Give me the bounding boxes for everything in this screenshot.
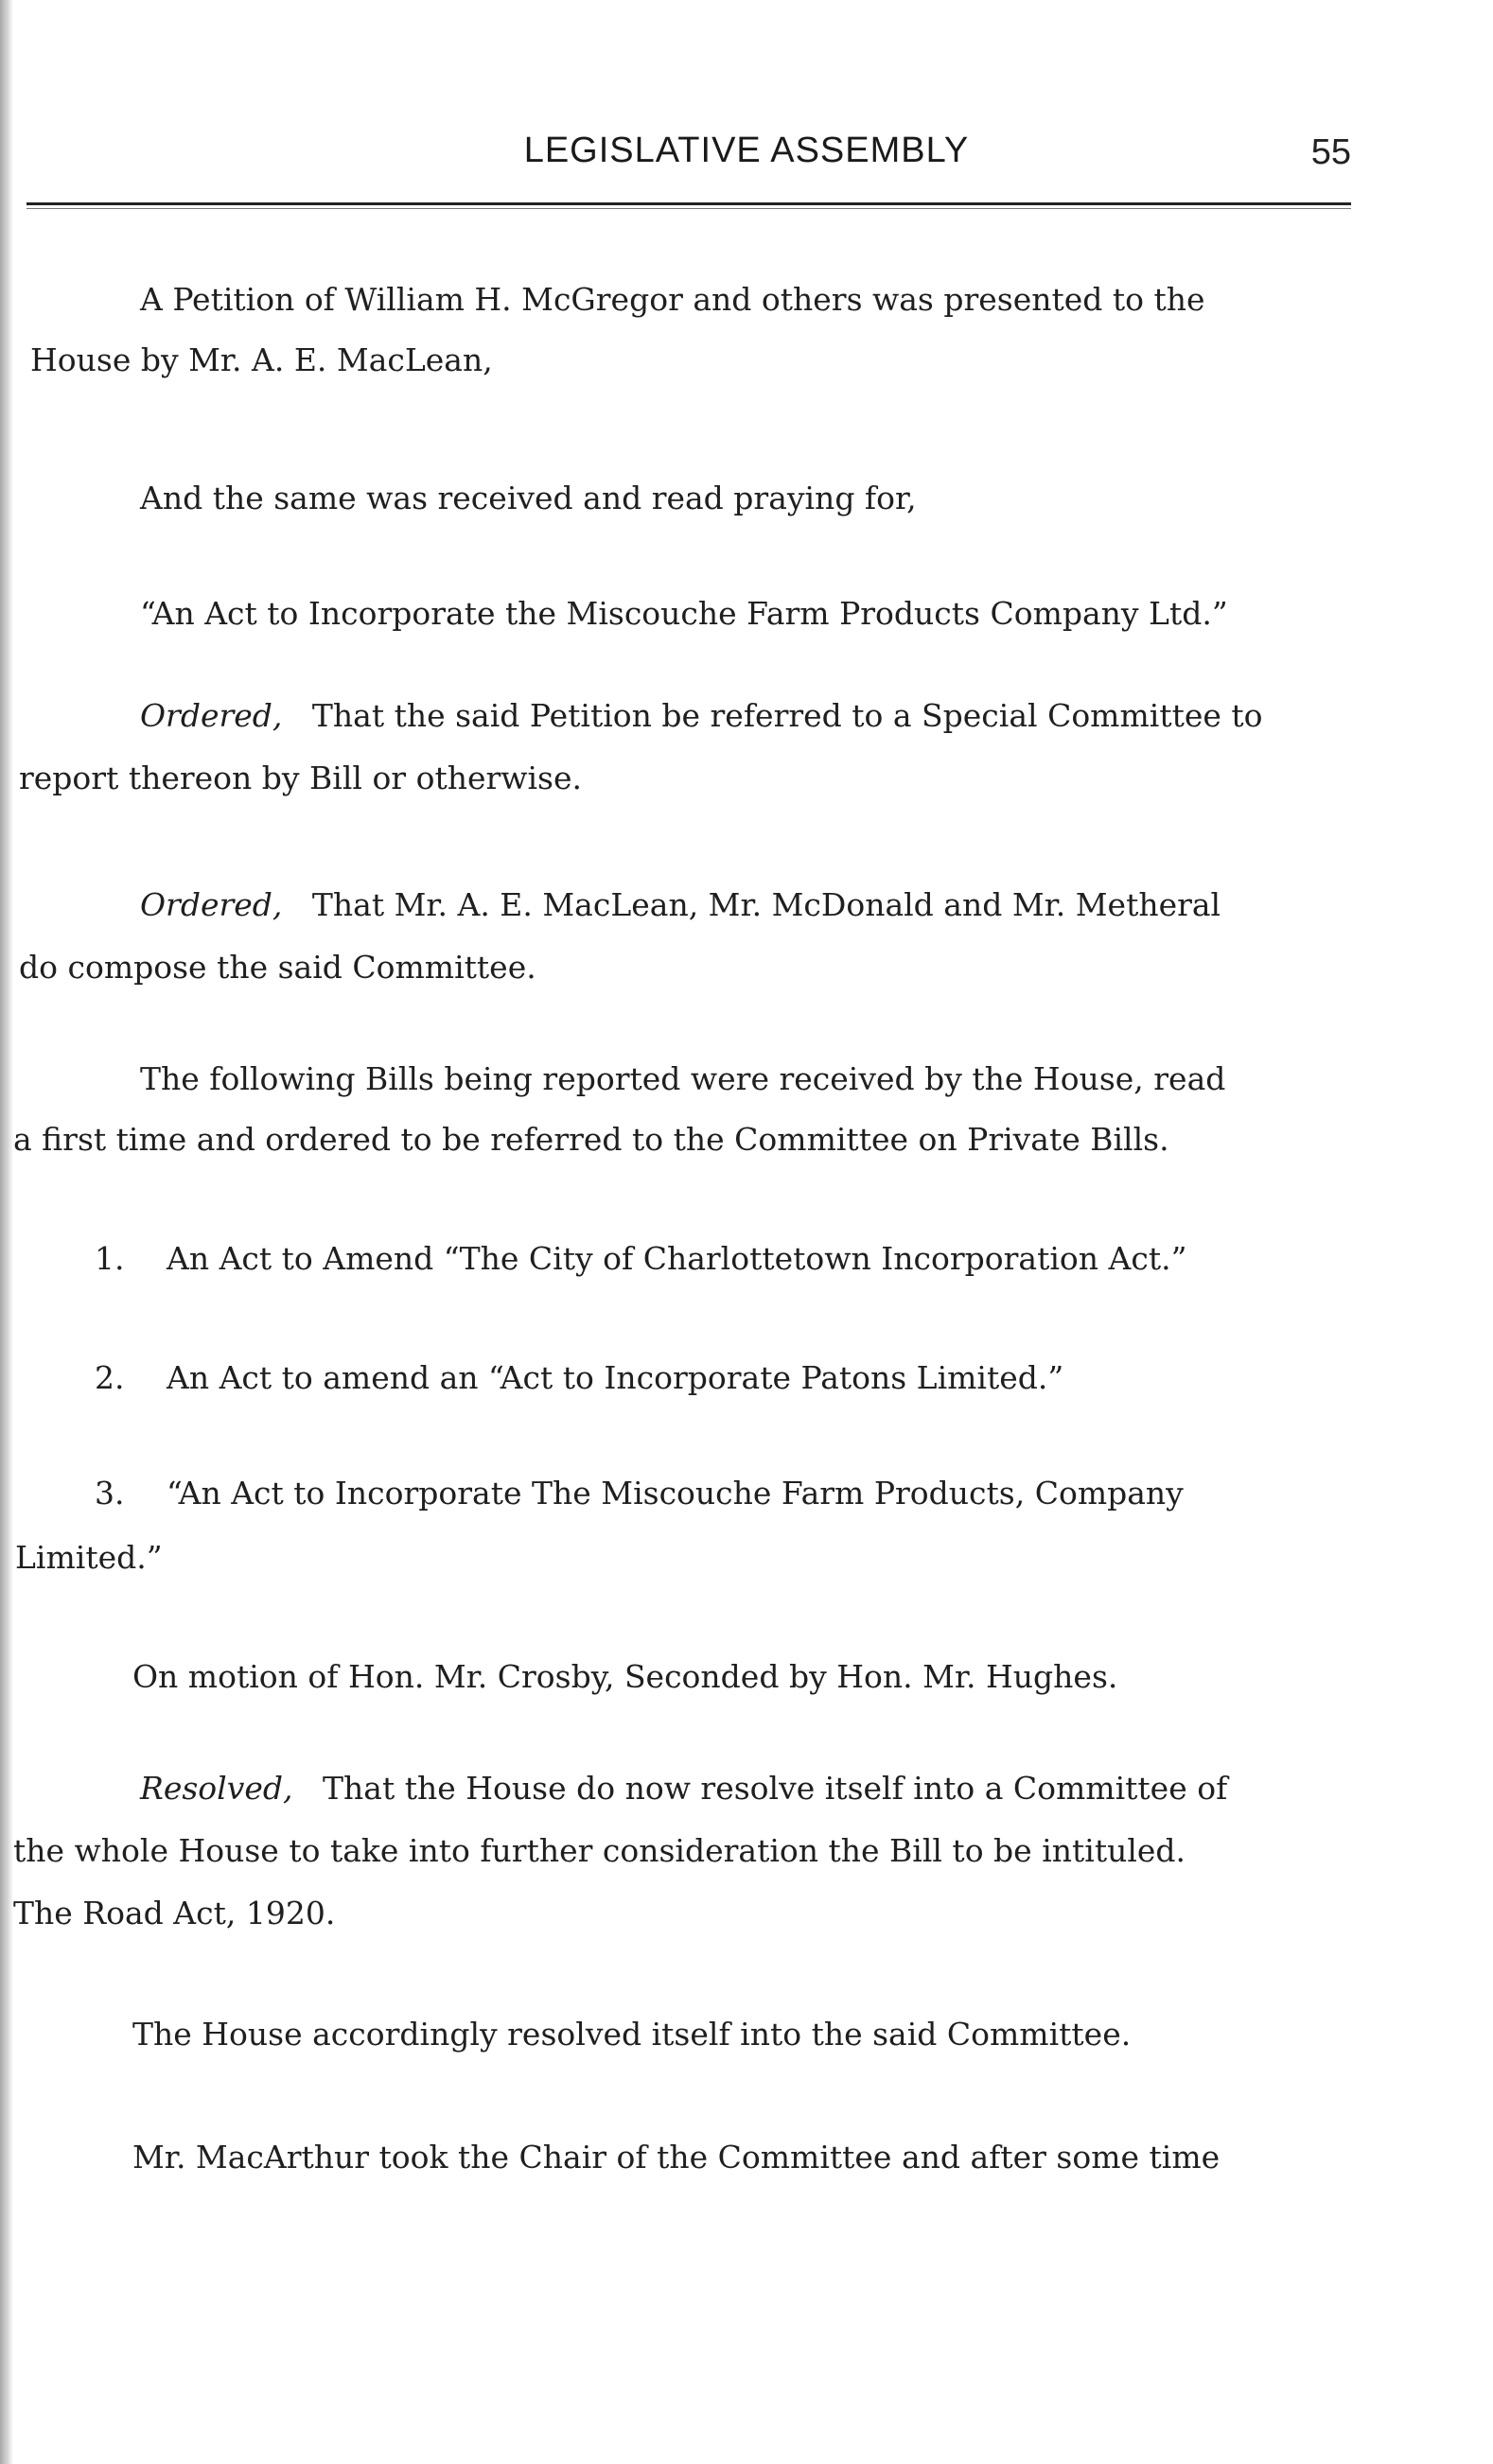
- petition-line-1: A Petition of William H. McGregor and others was presented to the: [140, 281, 1205, 318]
- bill-3-continuation: Limited.”: [15, 1539, 163, 1576]
- bills-intro-line-1: The following Bills being reported were received by the House, read: [140, 1060, 1226, 1097]
- page-binding-shadow: [0, 0, 13, 2464]
- ordered-1-text: That the said Petition be referred to a Special Committee to: [311, 697, 1263, 734]
- resolved-line-1: [140, 1770, 1228, 1807]
- received-line: And the same was received and read praying for,: [140, 480, 917, 516]
- ordered-1-line-1: [140, 697, 1263, 734]
- resolved-line-2: the whole House to take into further consideration the Bill to be intituled.: [13, 1832, 1186, 1869]
- resolved-line-3: The Road Act, 1920.: [13, 1895, 336, 1931]
- ordered-2-line-1: [140, 886, 1221, 923]
- act-title-line: “An Act to Incorporate the Miscouche Farm Products Company Ltd.”: [140, 595, 1228, 632]
- resolved-label: Resolved,: [140, 1770, 293, 1807]
- bill-3-text: “An Act to Incorporate The Miscouche Farm Products, Company: [167, 1475, 1184, 1512]
- resolved-text: That the House do now resolve itself into a Committee of: [323, 1770, 1228, 1807]
- bill-2-number: 2.: [95, 1359, 125, 1396]
- bill-1-text: An Act to Amend “The City of Charlottetown Incorporation Act.”: [167, 1240, 1187, 1277]
- chair-line: Mr. MacArthur took the Chair of the Committee and after some time: [132, 2139, 1221, 2176]
- bill-1-number: 1.: [95, 1240, 125, 1277]
- ordered-1-line-2: report thereon by Bill or otherwise.: [19, 760, 583, 796]
- running-header-title: LEGISLATIVE ASSEMBLY: [523, 131, 970, 170]
- bill-2-text: An Act to amend an “Act to Incorporate Patons Limited.”: [167, 1359, 1064, 1396]
- committee-line: The House accordingly resolved itself into the said Committee.: [132, 2016, 1132, 2053]
- ordered-2-text: That Mr. A. E. MacLean, Mr. McDonald and Mr. Metheral: [311, 886, 1221, 923]
- bill-3-number: 3.: [95, 1475, 125, 1512]
- page-number: 55: [1310, 132, 1351, 172]
- ordered-1-label: Ordered,: [140, 697, 283, 734]
- petition-line-2: House by Mr. A. E. MacLean,: [30, 341, 493, 378]
- ordered-2-label: Ordered,: [140, 886, 283, 923]
- header-rule-secondary: [26, 208, 1351, 209]
- header-rule: [26, 202, 1351, 205]
- motion-line: On motion of Hon. Mr. Crosby, Seconded by Hon. Mr. Hughes.: [132, 1658, 1118, 1695]
- bills-intro-line-2: a first time and ordered to be referred to the Committee on Private Bills.: [13, 1121, 1169, 1158]
- ordered-2-line-2: do compose the said Committee.: [19, 949, 536, 986]
